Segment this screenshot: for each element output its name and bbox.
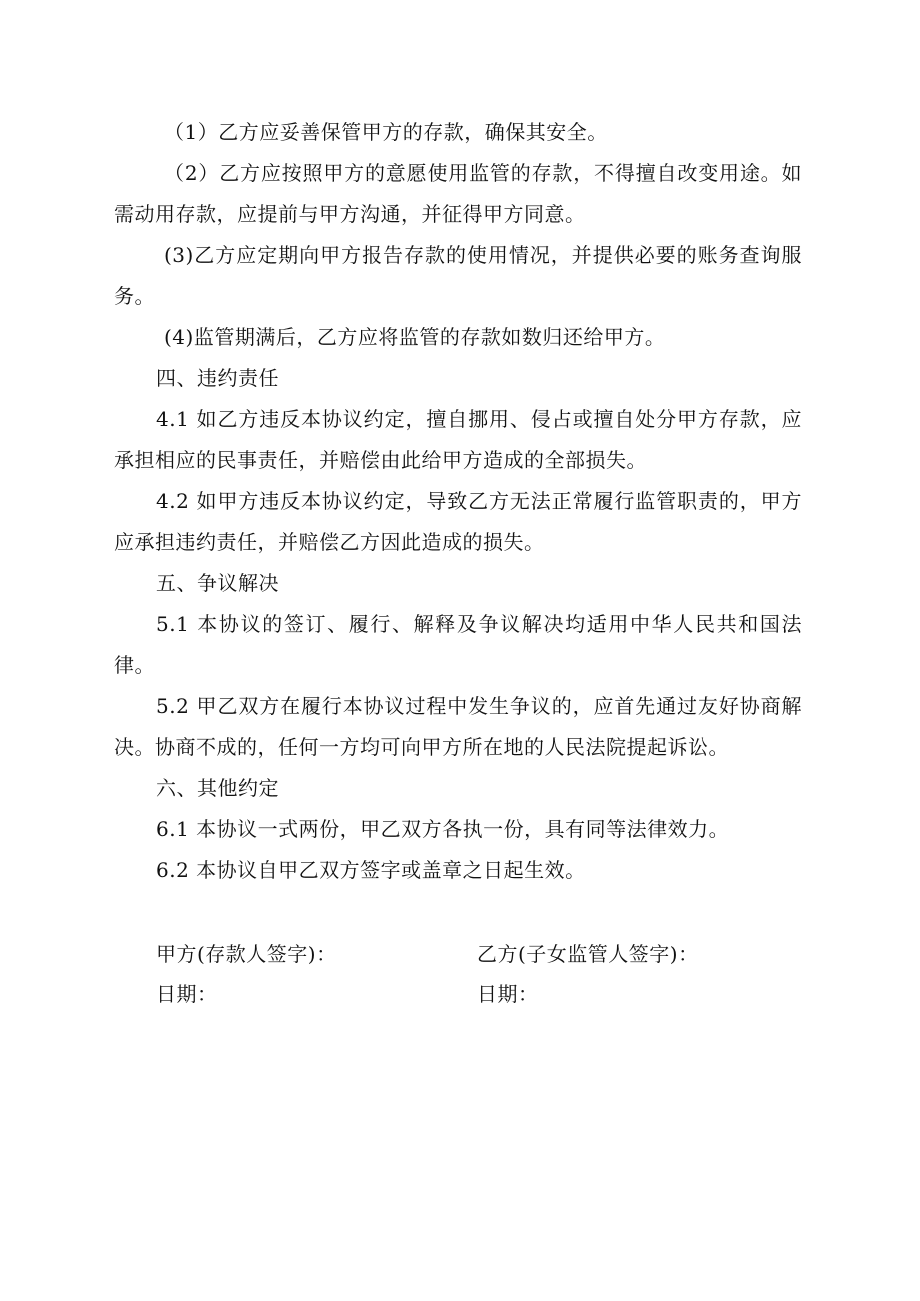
party-b-date-label: 日期： xyxy=(477,982,539,1006)
clause-5-2: 5.2 甲乙双方在履行本协议过程中发生争议的，应首先通过友好协商解决。协商不成的，任何一方均可向甲方所在地的人民法院提起诉讼。 xyxy=(114,694,802,759)
clause-3-4: (4)监管期满后，乙方应将监管的存款如数归还给甲方。 xyxy=(164,325,666,349)
clause-3-2: （2）乙方应按照甲方的意愿使用监管的存款，不得擅自改变用途。如需动用存款，应提前与甲方沟通，并征得甲方同意。 xyxy=(114,161,802,226)
clause-3-1: （1）乙方应妥善保管甲方的存款，确保其安全。 xyxy=(164,120,608,144)
clause-4-2: 4.2 如甲方违反本协议约定，导致乙方无法正常履行监管职责的，甲方应承担违约责任，并赔偿乙方因此造成的损失。 xyxy=(114,489,802,554)
signature-row xyxy=(156,934,796,974)
party-a-signature-label: 甲方(存款人签字)： xyxy=(156,942,337,966)
clause-3-3: (3)乙方应定期向甲方报告存款的使用情况，并提供必要的账务查询服务。 xyxy=(114,243,802,308)
agreement-body xyxy=(114,112,802,891)
clause-4-1: 4.1 如乙方违反本协议约定，擅自挪用、侵占或擅自处分甲方存款，应承担相应的民事责任，并赔偿由此给甲方造成的全部损失。 xyxy=(114,407,802,472)
section-heading-breach: 四、违约责任 xyxy=(156,366,279,390)
clause-6-1: 6.1 本协议一式两份，甲乙双方各执一份，具有同等法律效力。 xyxy=(156,817,730,841)
clause-6-2: 6.2 本协议自甲乙双方签字或盖章之日起生效。 xyxy=(156,858,586,882)
section-heading-dispute: 五、争议解决 xyxy=(156,571,279,595)
party-b-signature-label: 乙方(子女监管人签字)： xyxy=(477,942,699,966)
section-heading-other: 六、其他约定 xyxy=(156,776,279,800)
date-row xyxy=(156,974,796,1014)
party-a-date-label: 日期： xyxy=(156,982,218,1006)
clause-5-1: 5.1 本协议的签订、履行、解释及争议解决均适用中华人民共和国法律。 xyxy=(114,612,802,677)
signature-block xyxy=(156,934,796,1014)
